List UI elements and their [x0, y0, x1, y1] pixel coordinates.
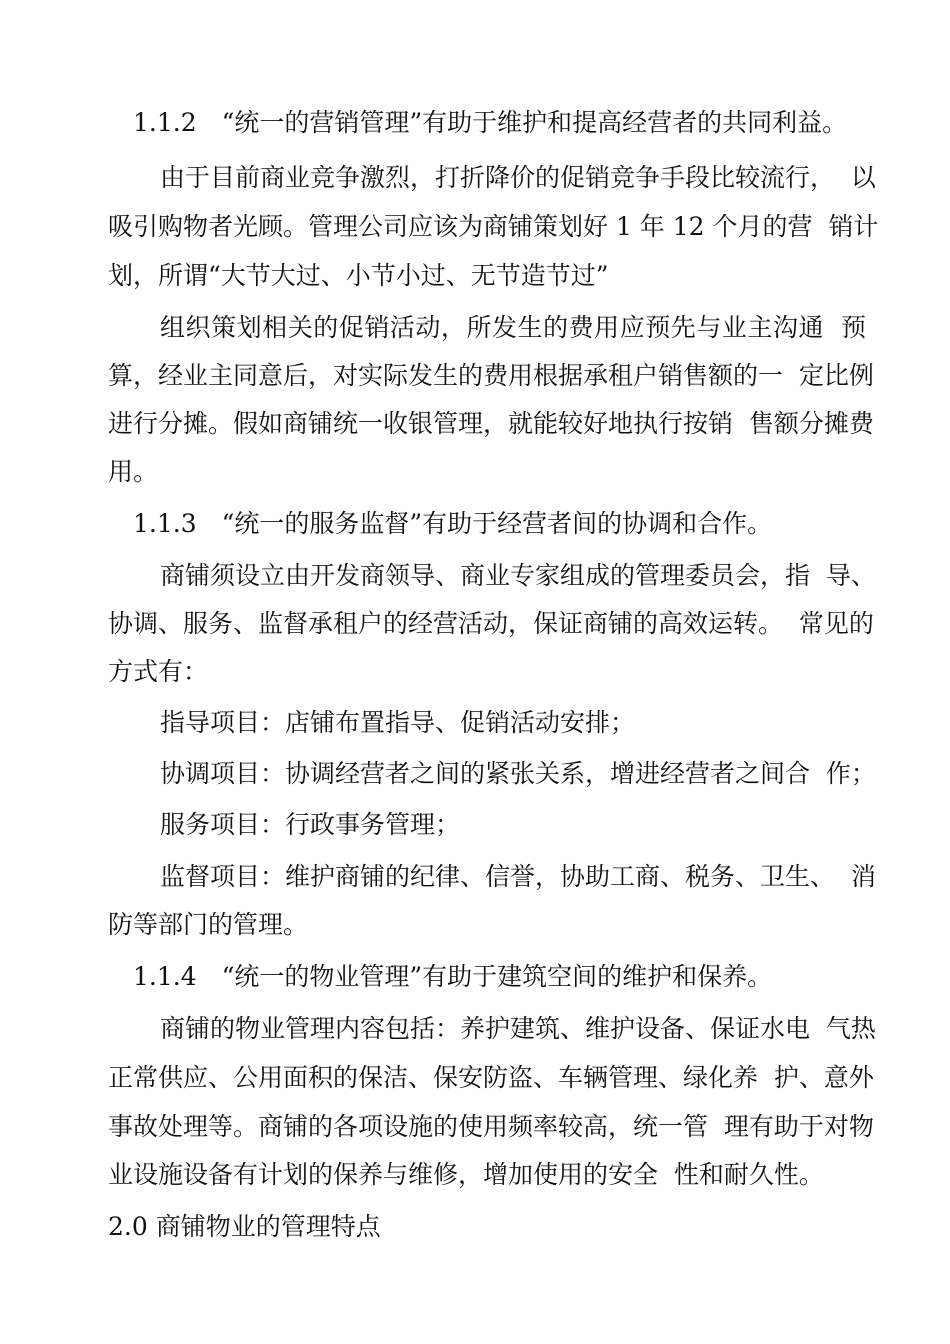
- paragraph-line: 商铺的物业管理内容包括：养护建筑、维护设备、保证水电 气热: [160, 1014, 876, 1043]
- section-heading-1-1-2: 1.1.2 “统一的营销管理”有助于维护和提高经营者的共同利益。: [133, 108, 848, 137]
- section-heading-1-1-3: 1.1.3 “统一的服务监督”有助于经营者间的协调和合作。: [133, 509, 773, 538]
- paragraph-line: 方式有：: [108, 657, 209, 686]
- paragraph-line: 进行分摊。假如商铺统一收银管理，就能较好地执行按销 售额分摊费: [108, 409, 874, 438]
- list-item: 指导项目：店铺布置指导、促销活动安排；: [160, 708, 636, 737]
- section-heading-1-1-4: 1.1.4 “统一的物业管理”有助于建筑空间的维护和保养。: [133, 962, 773, 991]
- paragraph-line: 算，经业主同意后，对实际发生的费用根据承租户销售额的一 定比例: [108, 361, 874, 390]
- paragraph-line: 由于目前商业竞争激烈，打折降价的促销竞争手段比较流行， 以: [160, 163, 876, 192]
- paragraph-line: 正常供应、公用面积的保洁、保安防盗、车辆管理、绿化养 护、意外: [108, 1063, 874, 1092]
- paragraph-line: 防等部门的管理。: [108, 910, 309, 939]
- list-item: 监督项目：维护商铺的纪律、信誉，协助工商、税务、卫生、 消: [160, 862, 876, 891]
- section-heading-2-0: 2.0 商铺物业的管理特点: [108, 1212, 381, 1241]
- paragraph-line: 业设施设备有计划的保养与维修，增加使用的安全 性和耐久性。: [108, 1160, 824, 1189]
- paragraph-line: 事故处理等。商铺的各项设施的使用频率较高，统一管 理有助于对物: [108, 1112, 874, 1141]
- paragraph-line: 用。: [108, 457, 159, 486]
- list-item: 服务项目：行政事务管理；: [160, 810, 461, 839]
- paragraph-line: 吸引购物者光顾。管理公司应该为商铺策划好 1 年 12 个月的营 销计: [108, 212, 879, 241]
- paragraph-line: 组织策划相关的促销活动，所发生的费用应预先与业主沟通 预: [160, 313, 866, 342]
- list-item: 协调项目：协调经营者之间的紧张关系，增进经营者之间合 作；: [160, 759, 876, 788]
- paragraph-line: 协调、服务、监督承租户的经营活动，保证商铺的高效运转。 常见的: [108, 609, 874, 638]
- paragraph-line: 划，所谓“大节大过、小节小过、无节造节过”: [108, 261, 609, 290]
- paragraph-line: 商铺须设立由开发商领导、商业专家组成的管理委员会，指 导、: [160, 561, 876, 590]
